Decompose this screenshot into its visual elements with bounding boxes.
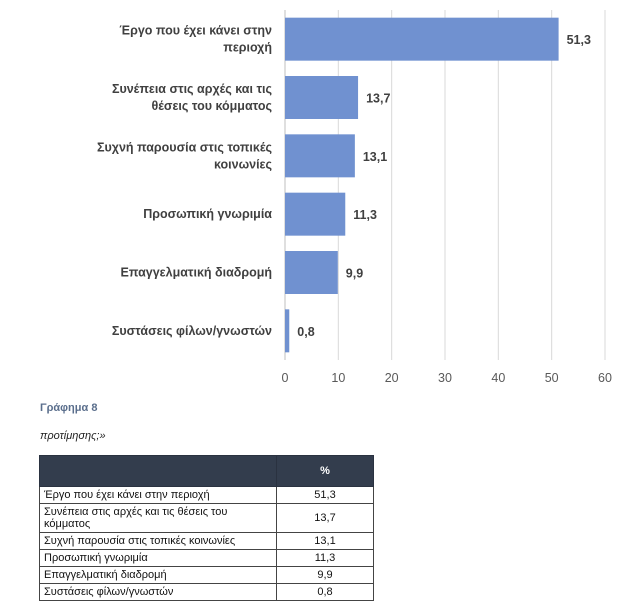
data-label: 13,7	[366, 91, 391, 106]
category-label: Συχνή παρουσία στις τοπικές	[96, 140, 272, 155]
table-cell-value: 0,8	[277, 584, 374, 601]
question-fragment: προτίμησης;»	[40, 430, 106, 442]
bar	[285, 76, 358, 119]
figure-caption: Γράφημα 8	[40, 402, 98, 414]
table-row	[40, 533, 374, 550]
table-row	[40, 550, 374, 567]
x-tick-label: 50	[544, 371, 559, 385]
bar	[285, 309, 289, 352]
category-label: Συστάσεις φίλων/γνωστών	[111, 323, 272, 338]
table-cell-label: Συνέπεια στις αρχές και τις θέσεις του κόμματος	[40, 504, 277, 533]
bar	[285, 193, 345, 236]
bar	[285, 134, 355, 177]
table-cell-value: 13,7	[277, 504, 374, 533]
bar	[285, 18, 559, 61]
category-label: Συνέπεια στις αρχές και τις	[111, 82, 272, 96]
category-label: Προσωπική γνωριμία	[143, 207, 272, 222]
data-label: 11,3	[353, 208, 377, 223]
x-tick-label: 40	[491, 371, 506, 385]
table-row	[40, 567, 374, 584]
x-tick-label: 10	[331, 371, 346, 385]
data-label: 9,9	[345, 266, 364, 281]
table-cell-value: 9,9	[277, 567, 374, 584]
data-label: 0,8	[297, 324, 315, 339]
table-cell-value: 13,1	[277, 533, 374, 550]
table-cell-value: 51,3	[277, 487, 374, 504]
bar	[285, 251, 338, 294]
category-label: θέσεις του κόμματος	[151, 99, 272, 113]
table-cell-value: 11,3	[277, 550, 374, 567]
x-tick-label: 20	[384, 371, 399, 385]
table-cell-label: Έργο που έχει κάνει στην περιοχή	[40, 487, 277, 504]
table-header-row	[40, 456, 374, 487]
data-table	[39, 455, 374, 601]
data-label: 51,3	[566, 33, 591, 48]
table-header-percent: %	[277, 456, 374, 487]
table-cell-label: Προσωπική γνωριμία	[40, 550, 277, 567]
x-tick-label: 30	[438, 371, 452, 385]
x-tick-label: 60	[598, 371, 612, 385]
data-label: 13,1	[362, 149, 388, 164]
table-header-blank	[40, 456, 277, 487]
category-label: Έργο που έχει κάνει στην	[119, 23, 272, 38]
category-label: Επαγγελματική διαδρομή	[120, 265, 272, 280]
x-tick-label: 0	[281, 371, 289, 385]
table-cell-label: Συχνή παρουσία στις τοπικές κοινωνίες	[40, 533, 277, 550]
category-label: περιοχή	[223, 40, 272, 55]
table-row	[40, 584, 374, 601]
table-row	[40, 487, 374, 504]
category-label: κοινωνίες	[213, 157, 272, 172]
table-cell-label: Συστάσεις φίλων/γνωστών	[40, 584, 277, 601]
table-cell-label: Επαγγελματική διαδρομή	[40, 567, 277, 584]
table-row	[40, 504, 374, 533]
